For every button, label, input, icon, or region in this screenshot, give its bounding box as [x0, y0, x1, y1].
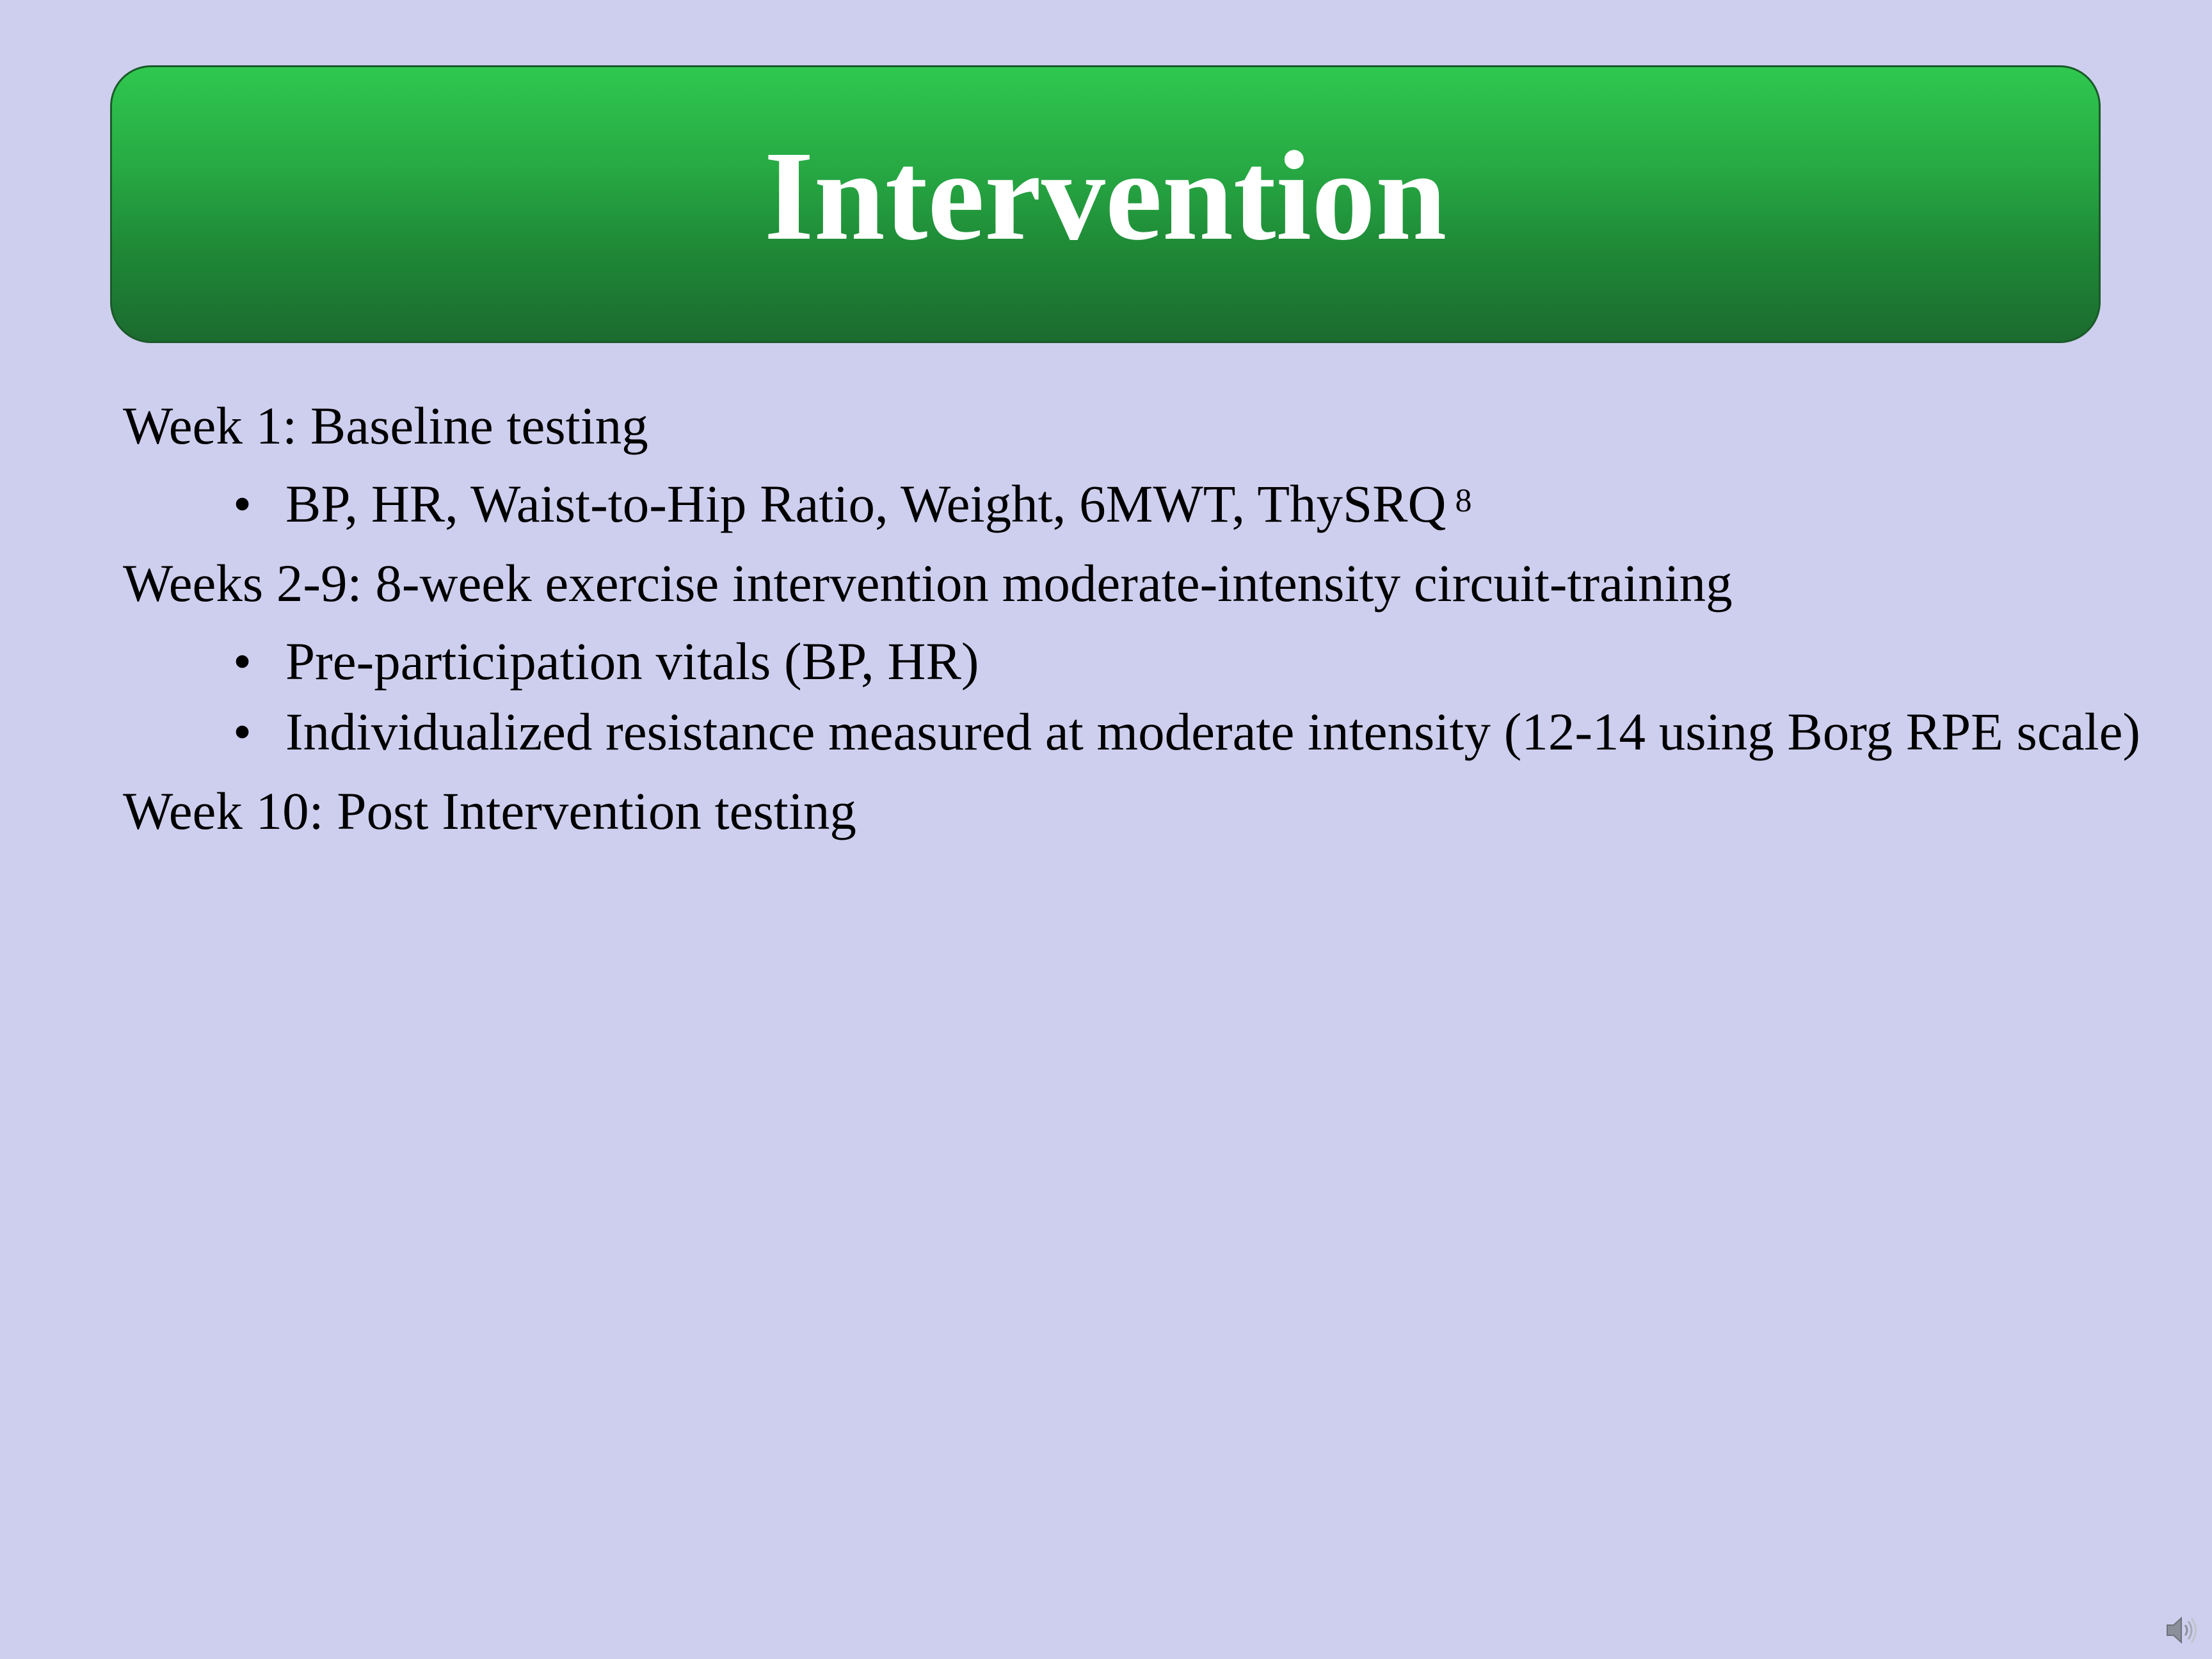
list-item [123, 627, 2094, 695]
list-item: Weeks 2-9: 8-week exercise intervention moderate-intensity circuit-training [123, 554, 1733, 613]
title-banner [110, 65, 2101, 343]
list-item-text: Individualized resistance measured at moderate intensity (12-14 using Borg RPE scale) [285, 702, 2141, 761]
list-item [123, 470, 2094, 538]
bullet-icon: • [233, 702, 252, 761]
list-item: Week 10: Post Intervention testing [123, 781, 856, 840]
speaker-icon[interactable] [2165, 1614, 2199, 1646]
list-item-text: Pre-participation vitals (BP, HR) [285, 632, 979, 691]
speaker-icon-graphic [2165, 1614, 2199, 1646]
list-item: Week 1: Baseline testing [123, 396, 648, 455]
slide-title: Intervention [764, 125, 1447, 267]
list-item [123, 698, 2141, 765]
bullet-icon: • [233, 632, 252, 691]
bullet-icon: • [233, 474, 252, 533]
list-item-text: BP, HR, Waist-to-Hip Ratio, Weight, 6MWT, ThySRQ [285, 474, 1447, 533]
citation-superscript: 8 [1455, 483, 1472, 519]
slide-body [123, 392, 2141, 855]
